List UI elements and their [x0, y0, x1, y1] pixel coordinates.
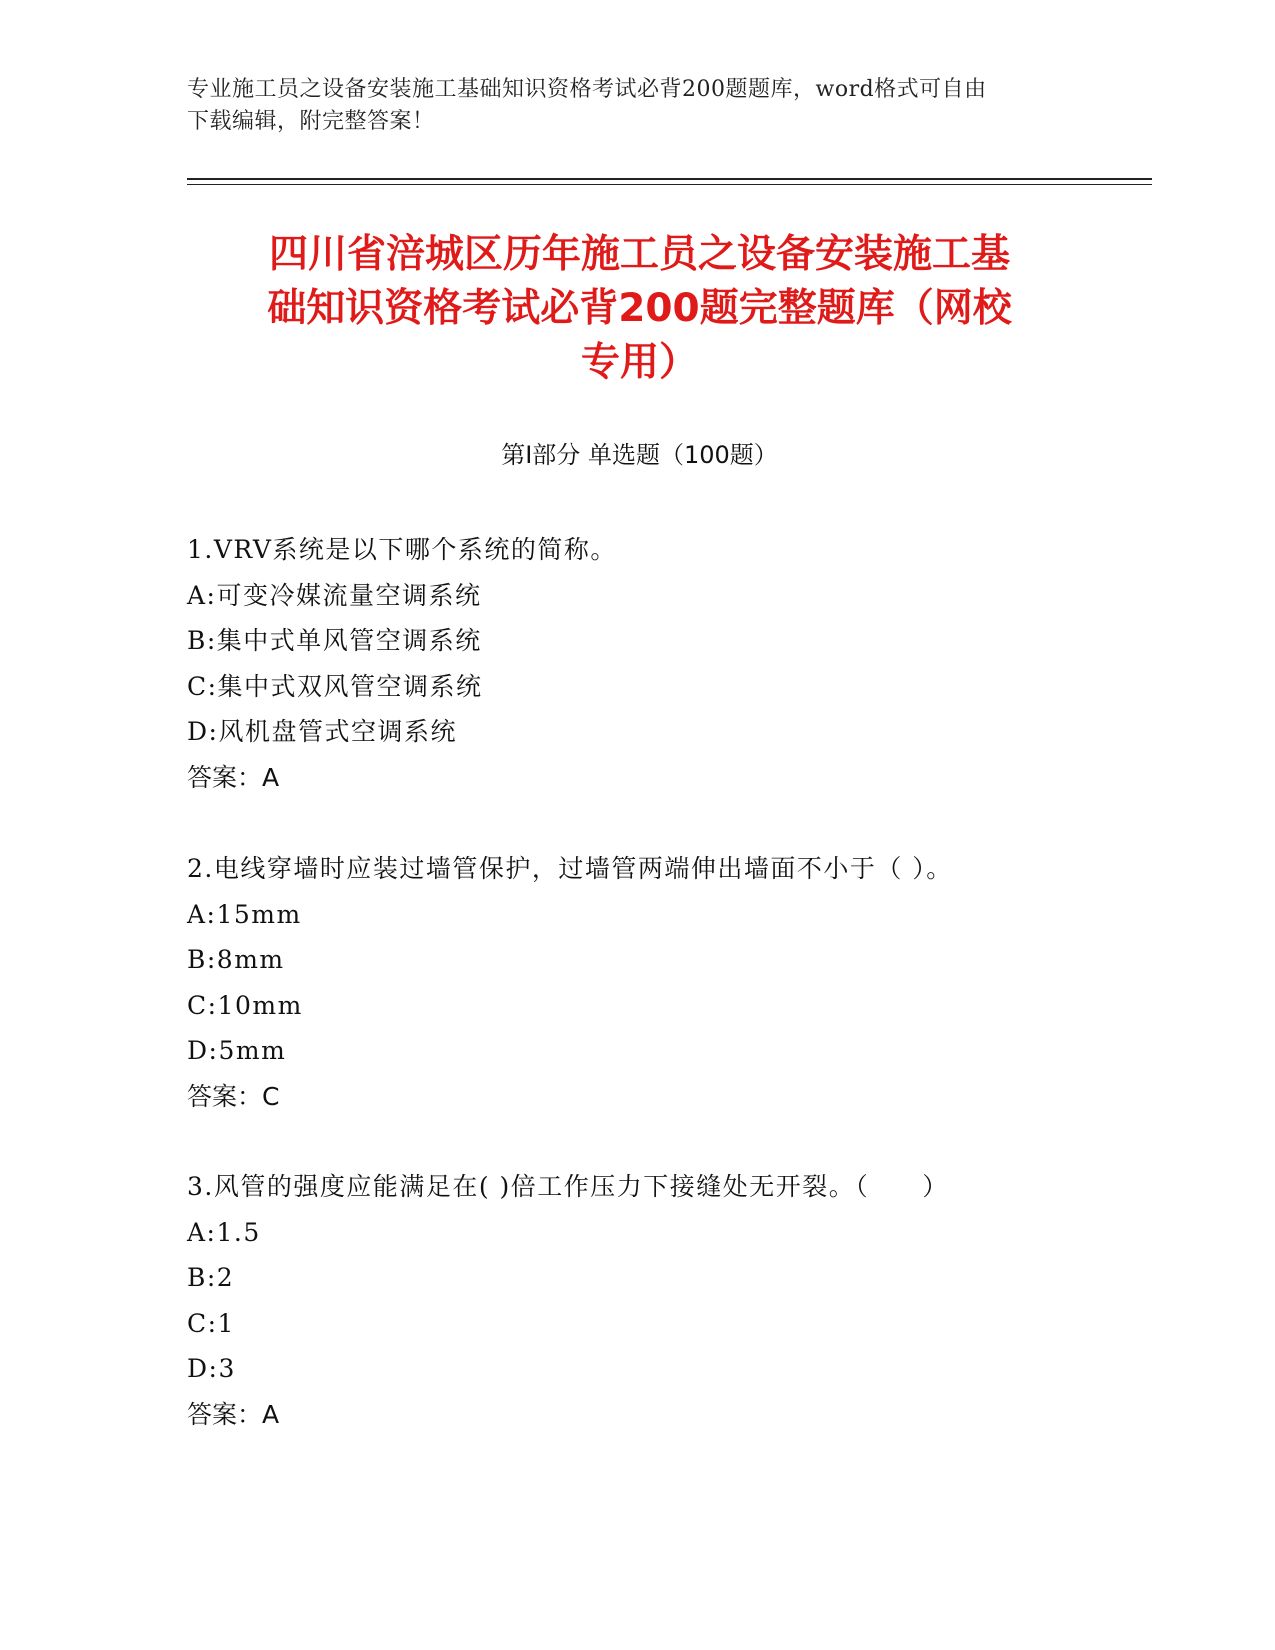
option-b: B:集中式单风管空调系统 — [187, 626, 482, 655]
question-stem: 3.风管的强度应能满足在( )倍工作压力下接缝处无开裂。（ ） — [187, 1172, 949, 1201]
question-1 — [187, 527, 1087, 800]
option-b: B:8mm — [187, 945, 285, 974]
option-c: C:1 — [187, 1308, 235, 1338]
header-note-line-2: 下载编辑，附完整答案！ — [187, 109, 435, 134]
option-c: C:集中式双风管空调系统 — [187, 671, 483, 701]
answer: 答案：C — [187, 1081, 280, 1111]
section-heading: 第Ⅰ部分 单选题（100题） — [501, 441, 778, 469]
option-d: D:风机盘管式空调系统 — [187, 717, 457, 746]
question-stem: 1.VRV系统是以下哪个系统的简称。 — [187, 535, 617, 564]
question-stem: 2.电线穿墙时应装过墙管保护，过墙管两端伸出墙面不小于（ ）。 — [187, 854, 953, 883]
document-title-line-3: 专用） — [580, 340, 698, 385]
document-title-line-2: 础知识资格考试必背200题完整题库（网校 — [267, 286, 1012, 331]
answer: 答案：A — [187, 1399, 280, 1429]
option-a: A:1.5 — [187, 1217, 261, 1247]
answer: 答案：A — [187, 762, 280, 792]
header-divider-thick — [187, 178, 1152, 180]
option-d: D:5mm — [187, 1036, 287, 1065]
option-a: A:可变冷媒流量空调系统 — [187, 580, 482, 610]
document-title-line-1: 四川省涪城区历年施工员之设备安装施工基 — [268, 232, 1010, 277]
document-title — [187, 228, 1092, 390]
question-3 — [187, 1164, 1087, 1437]
option-a: A:15mm — [187, 899, 302, 929]
question-2 — [187, 846, 1087, 1119]
header-divider-thin — [187, 184, 1152, 185]
header-note-line-1: 专业施工员之设备安装施工基础知识资格考试必背200题题库，word格式可自由 — [187, 77, 987, 102]
option-b: B:2 — [187, 1263, 235, 1292]
header-note — [187, 74, 1067, 138]
option-d: D:3 — [187, 1354, 236, 1383]
option-c: C:10mm — [187, 990, 303, 1020]
